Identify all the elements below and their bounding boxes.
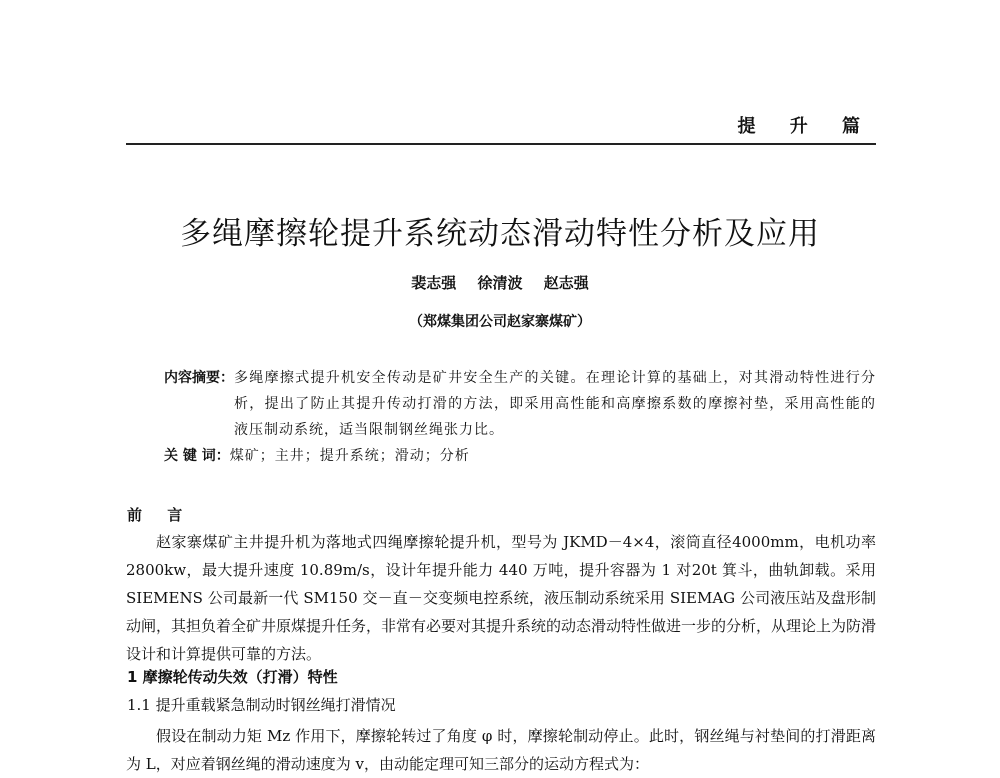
author: 赵志强 <box>543 274 589 292</box>
abstract-row <box>164 365 876 443</box>
author: 徐清波 <box>477 274 523 292</box>
header-rule <box>126 143 876 145</box>
keywords-text: 煤矿；主井；提升系统；滑动；分析 <box>229 448 470 464</box>
abstract-text: 多绳摩擦式提升机安全传动是矿井安全生产的关键。在理论计算的基础上，对其滑动特性进行分析，提出了防止其提升传动打滑的方法，即采用高性能和高摩擦系数的摩擦衬垫，采用高性能的液压制动系统，适当限制钢丝绳张力比。 <box>234 370 876 438</box>
abstract-label: 内容摘要： <box>164 370 234 386</box>
section-1-1-heading: 1.1 提升重载紧急制动时钢丝绳打滑情况 <box>127 696 396 714</box>
abstract-block <box>164 365 876 469</box>
paper-title: 多绳摩擦轮提升系统动态滑动特性分析及应用 <box>180 216 820 252</box>
keywords-row <box>164 443 876 469</box>
preface-paragraph: 赵家寨煤矿主井提升机为落地式四绳摩擦轮提升机，型号为 JKMD－4×4，滚筒直径4000mm，电机功率 2800kw，最大提升速度 10.89m/s，设计年提升能力 440 万吨，提升容器为 1 对20t 箕斗，曲轨卸载。采用 SIEMENS 公司最新一代 SM150 交－直－交变频电控系统，液压制动系统采用 SIEMAG 公司液压站及盘形制动闸，其担负着全矿井原煤提升任务，非常有必要对其提升系统的动态滑动特性做进一步的分析，从理论上为防滑设计和计算提供可靠的方法。 <box>126 533 877 663</box>
authors <box>0 272 1000 293</box>
section-1-heading: 1 摩擦轮传动失效（打滑）特性 <box>127 668 338 686</box>
preface-heading: 前 言 <box>127 506 193 524</box>
section-1-1-paragraph: 假设在制动力矩 Mz 作用下，摩擦轮转过了角度 φ 时，摩擦轮制动停止。此时，钢丝绳与衬垫间的打滑距离为 L，对应着钢丝绳的滑动速度为 v，由动能定理可知三部分的运动方程式为： <box>126 727 876 773</box>
author: 裴志强 <box>411 274 457 292</box>
keywords-label: 关 键 词： <box>164 448 230 464</box>
section-tag: 提 升 篇 <box>737 116 874 137</box>
affiliation: （郑煤集团公司赵家寨煤矿） <box>409 314 591 330</box>
